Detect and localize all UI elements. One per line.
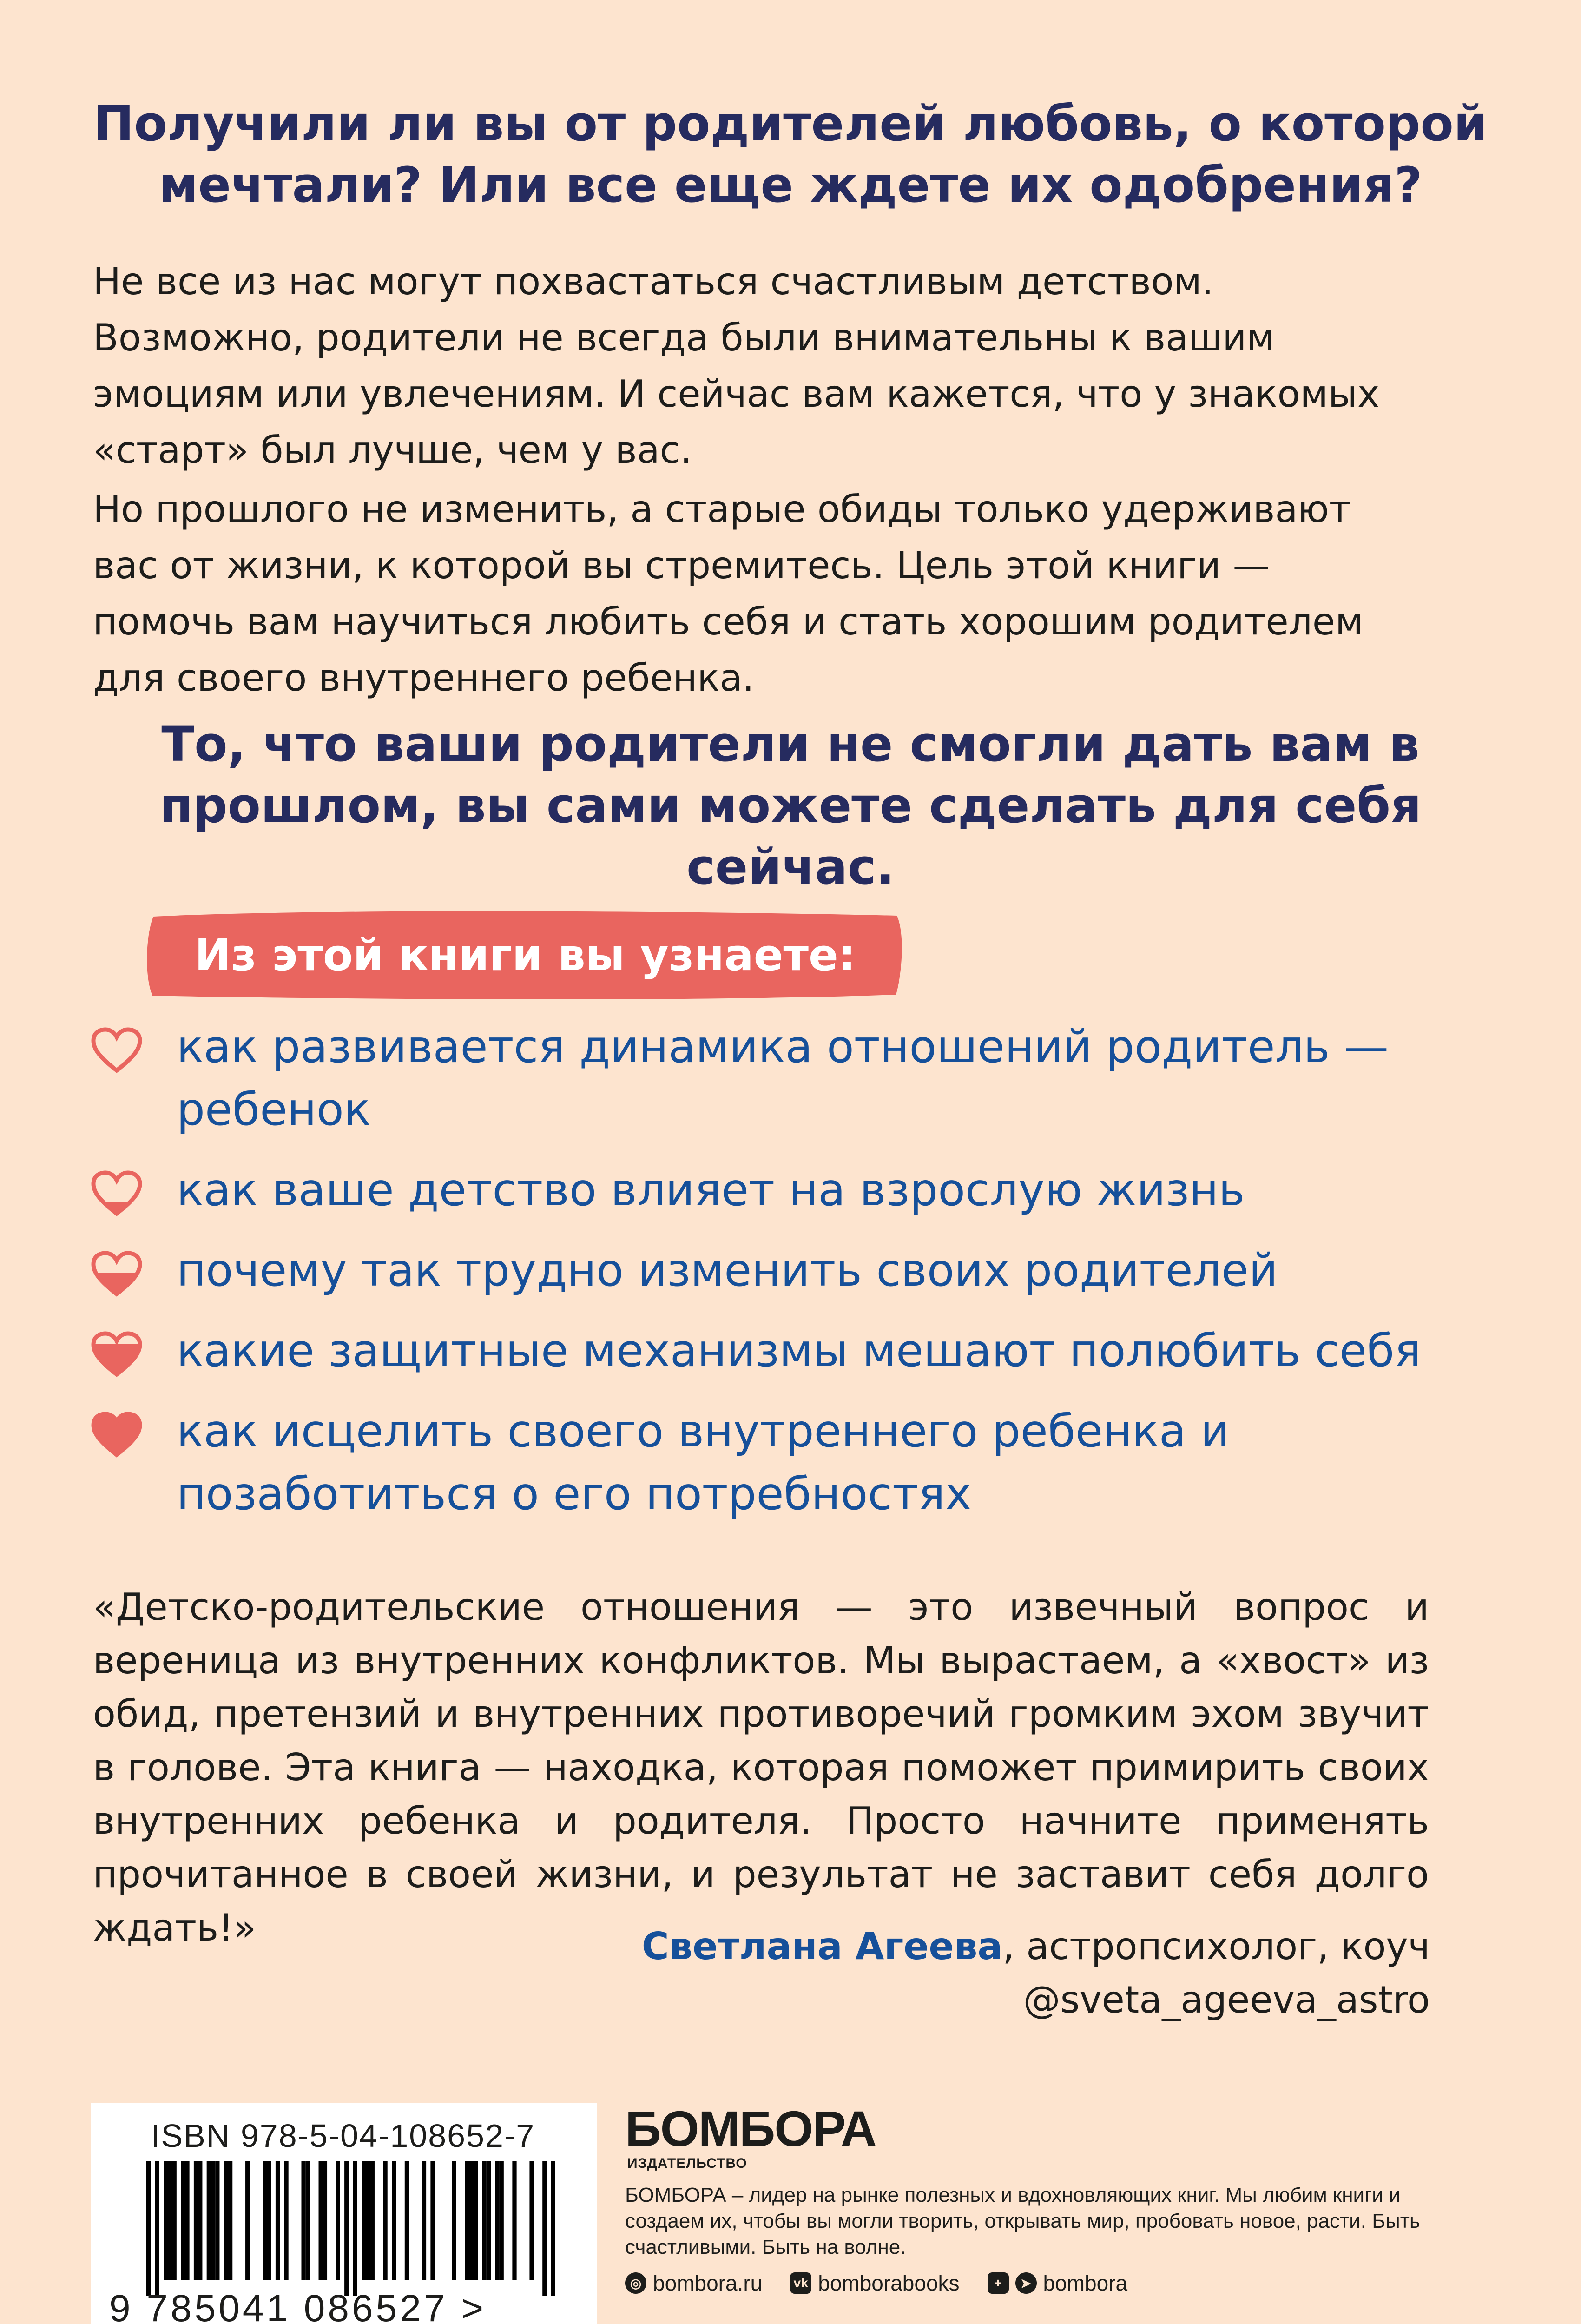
heart-half-filled-icon bbox=[91, 1250, 143, 1297]
barcode-bar bbox=[542, 2161, 547, 2296]
barcode-bar bbox=[215, 2161, 219, 2280]
learn-item-text: как исцелить своего внутреннего ребенка и позаботиться о его потребностях bbox=[177, 1405, 1230, 1520]
list-item bbox=[91, 1159, 1485, 1221]
isbn-label: ISBN 978-5-04-108652-7 bbox=[151, 2118, 535, 2154]
barcode-bar bbox=[383, 2161, 387, 2280]
barcode-bar bbox=[344, 2161, 349, 2296]
barcode-bar bbox=[224, 2161, 228, 2280]
barcode-bar bbox=[469, 2161, 474, 2280]
barcode-bar bbox=[529, 2161, 534, 2280]
list-item bbox=[91, 1320, 1485, 1382]
social-messengers-label: bombora bbox=[1043, 2271, 1128, 2295]
social-vk-label: bomborabooks bbox=[818, 2271, 960, 2295]
barcode bbox=[146, 2161, 555, 2296]
barcode-bar bbox=[168, 2161, 172, 2280]
barcode-bar bbox=[263, 2161, 267, 2280]
plus-icon: + bbox=[988, 2272, 1009, 2294]
heart-filled-icon bbox=[91, 1411, 143, 1458]
paragraph-intro: Не все из нас могут похвастаться счастливым детством. Возможно, родители не всегда были внимательны к вашим эмоциям или увлечениям. И сейчас вам кажется, что у знакомых «старт» был лучше, чем у вас. bbox=[93, 260, 1380, 472]
barcode-bar bbox=[146, 2161, 151, 2296]
isbn-barcode-box bbox=[91, 2103, 597, 2324]
barcode-bar bbox=[323, 2161, 327, 2280]
social-messengers[interactable] bbox=[988, 2271, 1128, 2296]
heart-quarter-filled-icon bbox=[91, 1170, 143, 1216]
barcode-bar bbox=[370, 2161, 375, 2280]
learn-item-text: как ваше детство влияет на взрослую жизнь bbox=[177, 1164, 1245, 1216]
headline-top: Получили ли вы от родителей любовь, о которой мечтали? Или все еще ждете их одобрения? bbox=[93, 95, 1488, 213]
barcode-bar bbox=[284, 2161, 288, 2280]
publisher-logo: БОМБОРА bbox=[625, 2100, 876, 2157]
headline-middle: То, что ваши родители не смогли дать вам в прошлом, вы сами можете сделать для себя сейчас. bbox=[159, 716, 1422, 895]
barcode-bar bbox=[500, 2161, 504, 2280]
barcode-bar bbox=[362, 2161, 366, 2280]
barcode-bar bbox=[487, 2161, 491, 2280]
list-item bbox=[91, 1239, 1485, 1302]
quote-author-handle: @sveta_ageeva_astro bbox=[1023, 1978, 1430, 2021]
barcode-bar bbox=[319, 2161, 323, 2280]
list-item bbox=[91, 1016, 1485, 1141]
barcode-bar bbox=[228, 2161, 232, 2280]
barcode-bar bbox=[495, 2161, 499, 2280]
social-website[interactable] bbox=[625, 2271, 762, 2296]
social-website-label: bombora.ru bbox=[653, 2271, 763, 2295]
barcode-bar bbox=[276, 2161, 280, 2280]
barcode-bar bbox=[366, 2161, 370, 2280]
barcode-bar bbox=[267, 2161, 271, 2280]
barcode-bar bbox=[551, 2161, 555, 2296]
learn-item-text: почему так трудно изменить своих родителей bbox=[177, 1244, 1278, 1296]
barcode-bar bbox=[181, 2161, 185, 2280]
barcode-bar bbox=[245, 2161, 250, 2280]
barcode-bar bbox=[336, 2161, 340, 2280]
publisher-socials bbox=[625, 2271, 1127, 2296]
barcode-bar bbox=[207, 2161, 211, 2280]
barcode-bar bbox=[185, 2161, 189, 2280]
quote-author-role: , астропсихолог, коуч bbox=[1002, 1925, 1430, 1968]
quote-author-name: Светлана Агеева bbox=[641, 1925, 1003, 1968]
heart-mostly-filled-icon bbox=[91, 1331, 143, 1377]
barcode-bar bbox=[422, 2161, 426, 2280]
heart-outline-icon bbox=[91, 1027, 143, 1073]
barcode-bar bbox=[301, 2161, 305, 2280]
social-vk[interactable] bbox=[790, 2271, 959, 2296]
telegram-icon: ➤ bbox=[1015, 2272, 1037, 2294]
barcode-bar bbox=[155, 2161, 159, 2296]
barcode-digits: 9 785041 086527 > bbox=[109, 2287, 487, 2324]
barcode-bar bbox=[194, 2161, 198, 2280]
barcode-bar bbox=[172, 2161, 177, 2280]
vk-icon: vk bbox=[790, 2272, 811, 2294]
testimonial-quote: «Детско-родительские отношения — это извечный вопрос и вереница из внутренних конфликтов. Мы вырастаем, а «хвост» из обид, претензий и внутренних противоречий громким эхом звучит в голове. Эта книга — находка, которая поможет примирить своих внутренних ребенка и родителя. Просто начните применять прочитанное в своей жизни, и результат не заставит себя долго ждать!» bbox=[93, 1585, 1429, 1949]
barcode-bar bbox=[198, 2161, 202, 2280]
barcode-bar bbox=[430, 2161, 435, 2280]
learn-list bbox=[91, 1016, 1485, 1525]
list-item bbox=[91, 1400, 1485, 1525]
barcode-bar bbox=[482, 2161, 487, 2280]
barcode-bar bbox=[512, 2161, 516, 2280]
quote-attribution bbox=[642, 1920, 1430, 2027]
globe-icon: ◎ bbox=[625, 2272, 646, 2294]
barcode-bar bbox=[211, 2161, 215, 2280]
barcode-bar bbox=[452, 2161, 456, 2280]
barcode-bar bbox=[392, 2161, 396, 2280]
publisher-description: БОМБОРА – лидер на рынке полезных и вдохновляющих книг. Мы любим книги и создаем их, чтобы вы могли творить, открывать мир, пробовать новое, расти. Быть счастливыми. Быть на волне. bbox=[625, 2184, 1420, 2258]
learn-item-text: как развивается динамика отношений родитель — ребенок bbox=[177, 1021, 1389, 1136]
barcode-bar bbox=[474, 2161, 478, 2280]
barcode-bar bbox=[465, 2161, 469, 2280]
barcode-bar bbox=[405, 2161, 409, 2280]
learn-title: Из этой книги вы узнаете: bbox=[194, 930, 856, 981]
learn-item-text: какие защитные механизмы мешают полюбить себя bbox=[177, 1325, 1422, 1377]
barcode-bar bbox=[353, 2161, 357, 2296]
barcode-bar bbox=[306, 2161, 310, 2280]
learn-banner bbox=[139, 906, 911, 1004]
paragraph-goal: Но прошлого не изменить, а старые обиды только удерживают вас от жизни, к которой вы стремитесь. Цель этой книги — помочь вам научиться любить себя и стать хорошим родителем для своего внутреннего ребенка. bbox=[93, 488, 1364, 700]
publisher-subtitle: ИЗДАТЕЛЬСТВО bbox=[627, 2156, 747, 2171]
barcode-bar bbox=[164, 2161, 168, 2280]
